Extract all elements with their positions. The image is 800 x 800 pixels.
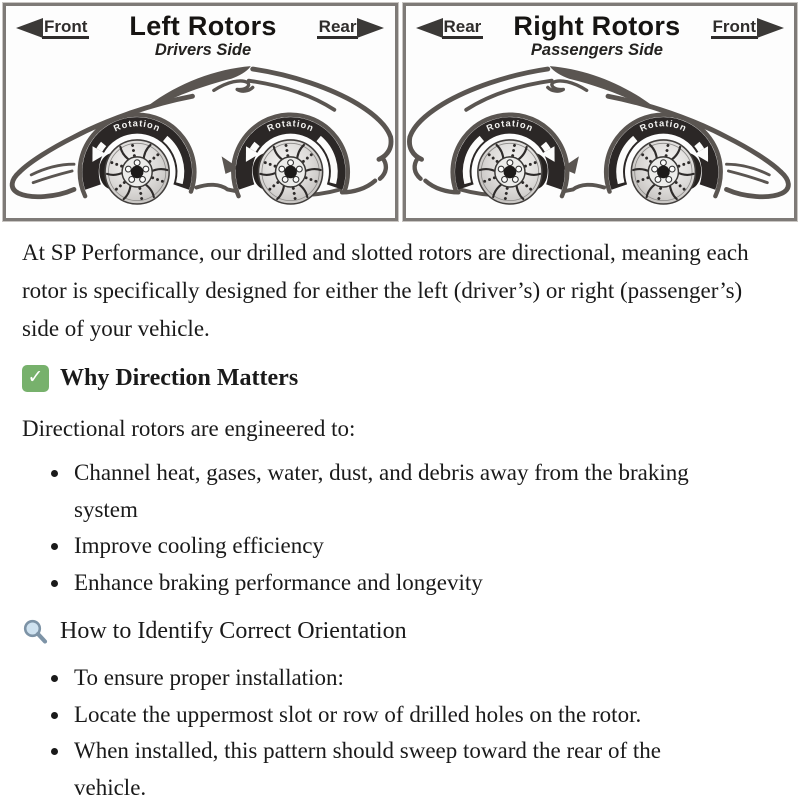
left-rotors-panel (3, 3, 398, 221)
left-panel-subtitle: Drivers Side (154, 41, 252, 59)
rotation-label: Rotation (265, 118, 316, 134)
front-direction-arrow (711, 18, 784, 39)
list-item: • Enhance braking performance and longevity (71, 565, 719, 602)
arrow-left-icon (416, 18, 443, 38)
left-car-illustration (6, 62, 395, 212)
front-label: Front (711, 18, 758, 39)
right-panel-title-block (513, 13, 680, 60)
arrow-right-icon (757, 18, 784, 38)
orientation-list (22, 660, 778, 800)
left-panel-title: Left Rotors (129, 11, 277, 41)
rotation-label: Rotation (112, 118, 163, 134)
right-rotors-panel (403, 3, 798, 221)
check-mark-icon: ✓ (22, 365, 49, 392)
rotation-label: Rotation (637, 118, 689, 134)
rear-direction-arrow (416, 18, 484, 39)
left-panel-header (6, 6, 395, 62)
arrow-left-icon (16, 18, 43, 38)
benefits-list (22, 455, 778, 601)
rotor-direction-diagram (0, 0, 800, 221)
left-panel-title-block (129, 13, 276, 60)
list-item: • When installed, this pattern should sweep toward the rear of the vehicle. (71, 733, 719, 800)
right-panel-header (406, 6, 795, 62)
section-heading-text: How to Identify Correct Orientation (60, 618, 407, 644)
rear-direction-arrow (317, 18, 385, 39)
right-car-illustration (406, 62, 795, 212)
section-heading-text: Why Direction Matters (60, 365, 299, 391)
list-item: • Improve cooling efficiency (71, 528, 719, 565)
section-heading-why-direction-matters (22, 365, 778, 392)
right-panel-title: Right Rotors (513, 11, 681, 41)
front-direction-arrow (16, 18, 89, 39)
rear-label: Rear (442, 18, 484, 39)
front-label: Front (42, 18, 89, 39)
page-text-content (0, 234, 800, 800)
right-panel-subtitle: Passengers Side (530, 41, 663, 59)
engineered-to-lead: Directional rotors are engineered to: (22, 416, 356, 441)
list-item: • To ensure proper installation: (71, 660, 719, 697)
list-item: • Channel heat, gases, water, dust, and debris away from the braking system (71, 455, 719, 528)
section-heading-how-to-identify (22, 618, 778, 645)
intro-paragraph: At SP Performance, our drilled and slotted rotors are directional, meaning each rotor is specifically designed for either the left (driver’s) or right (passenger’s) side of your vehicle. (22, 240, 749, 341)
magnifying-glass-icon (22, 618, 49, 645)
rear-label: Rear (317, 18, 359, 39)
arrow-right-icon (357, 18, 384, 38)
list-item: • Locate the uppermost slot or row of drilled holes on the rotor. (71, 697, 719, 734)
rotation-label: Rotation (484, 118, 535, 134)
